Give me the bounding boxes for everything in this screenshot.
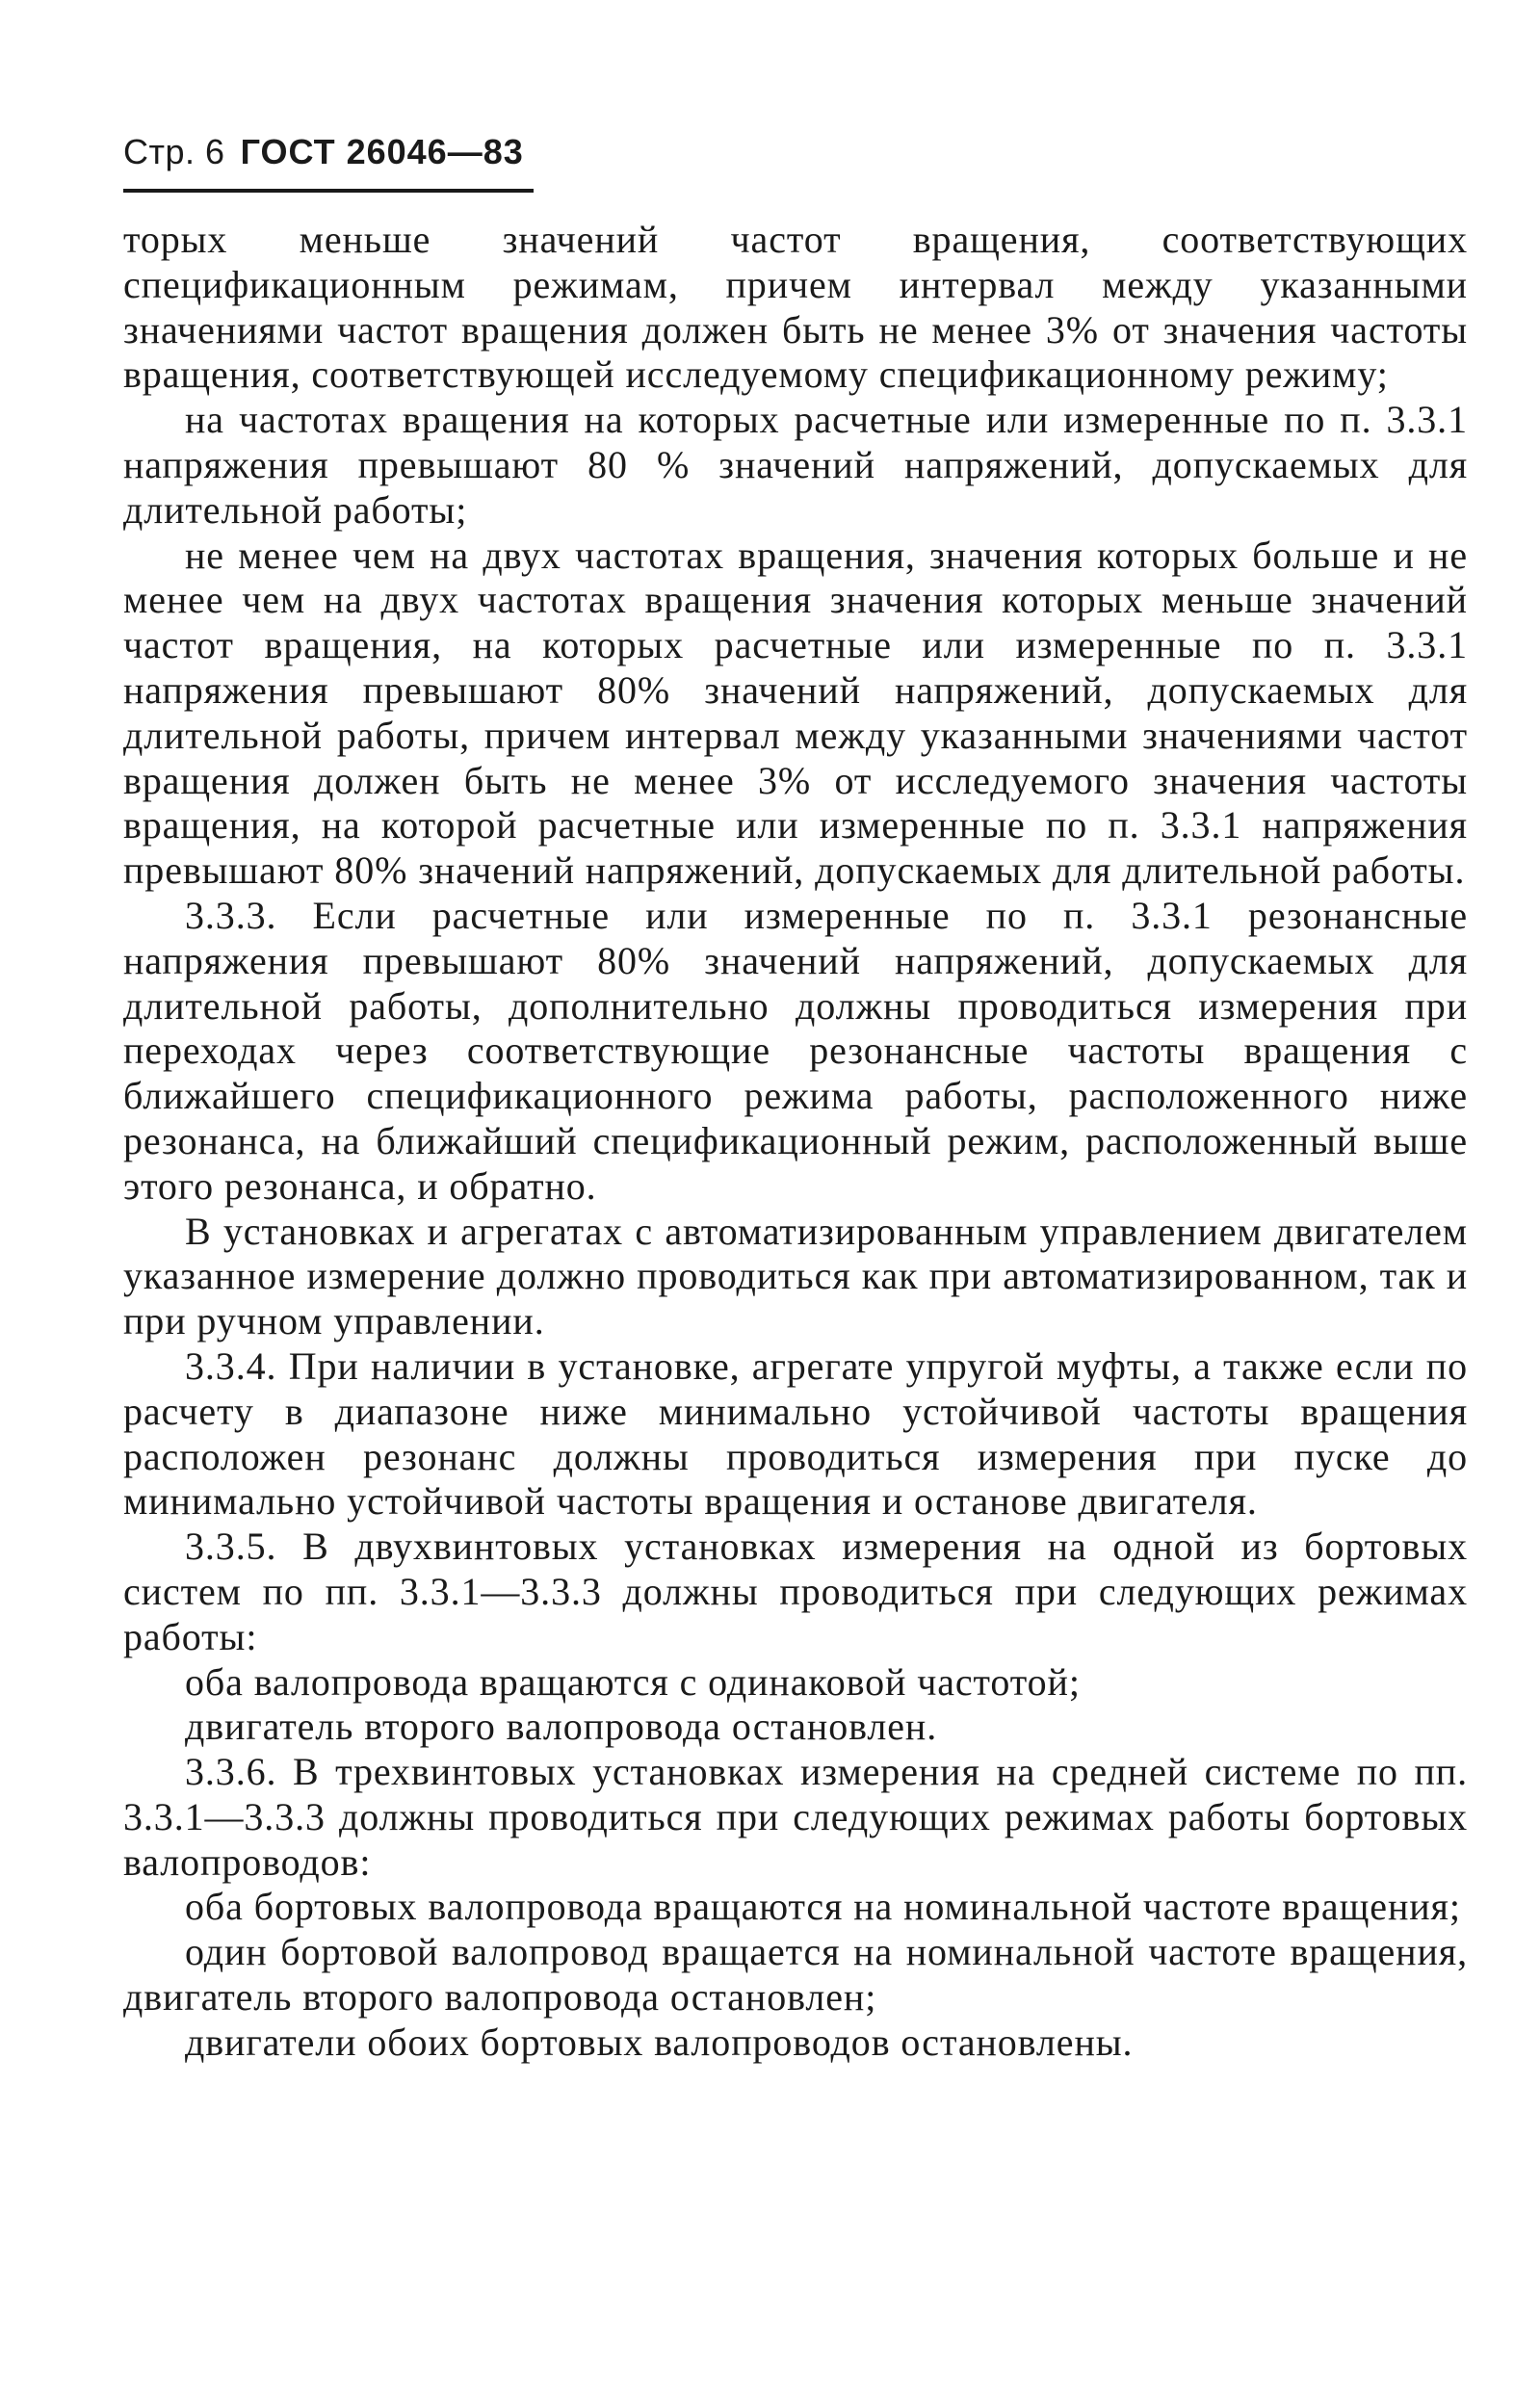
page-number: Стр. 6 — [123, 132, 225, 171]
paragraph-item: на частотах вращения на которых расчетные или измеренные по п. 3.3.1 напряжения превышают 80 % значений напряжений, допускаемых для длительной работы; — [123, 398, 1468, 532]
paragraph-clause-3-3-4: 3.3.4. При наличии в установке, агрегате упругой муфты, а также если по расчету в диапазоне ниже минимально устойчивой частоты вращения расположен резонанс должны проводиться измерения при пуске до минимально устойчивой частоты вращения и останове двигателя. — [123, 1343, 1468, 1524]
page-header — [123, 131, 524, 173]
list-item: двигатели обоих бортовых валопроводов остановлены. — [185, 2020, 1134, 2064]
paragraph-clause-3-3-6: 3.3.6. В трехвинтовых установках измерения на средней системе по пп. 3.3.1—3.3.3 должны проводиться при следующих режимах работы бортовых валопроводов: — [123, 1750, 1468, 1884]
list-item: оба валопровода вращаются с одинаковой частотой; — [185, 1659, 1081, 1704]
paragraph-clause-3-3-5: 3.3.5. В двухвинтовых установках измерения на одной из бортовых систем по пп. 3.3.1—3.3.3 должны проводиться при следующих режимах работы: — [123, 1525, 1468, 1658]
list-item: оба бортовых валопровода вращаются на номинальной частоте вращения; — [185, 1885, 1461, 1929]
list-item: двигатель второго валопровода остановлен. — [185, 1705, 938, 1749]
body-text — [123, 218, 1468, 2066]
paragraph-clause-3-3-3: 3.3.3. Если расчетные или измеренные по п. 3.3.1 резонансные напряжения превышают 80% значений напряжений, допускаемых для длительной работы, дополнительно должны проводиться измерения при переходах через соответствующие резонансные частоты вращения с ближайшего спецификационного режима работы, расположенного ниже резонанса, на ближайший спецификационный режим, расположенный выше этого резонанса, и обратно. — [123, 893, 1468, 1208]
paragraph-item: не менее чем на двух частотах вращения, значения которых больше и не менее чем на двух частотах вращения значения которых меньше значений частот вращения, на которых расчетные или измеренные по п. 3.3.1 напряжения превышают 80% значений напряжений, допускаемых для длительной работы, причем интервал между указанными значениями частот вращения должен быть не менее 3% от исследуемого значения частоты вращения, на которой расчетные или измеренные по п. 3.3.1 напряжения превышают 80% значений напряжений, допускаемых для длительной работы. — [123, 533, 1468, 893]
header-rule — [123, 189, 534, 193]
list-item: один бортовой валопровод вращается на номинальной частоте вращения, двигатель второго валопровода остановлен; — [123, 1930, 1468, 2020]
paragraph-item: В установках и агрегатах с автоматизированным управлением двигателем указанное измерение должно проводиться как при автоматизированном, так и при ручном управлении. — [123, 1209, 1468, 1343]
paragraph-continuation: торых меньше значений частот вращения, соответствующих спецификационным режимам, причем интервал между указанными значениями частот вращения должен быть не менее 3% от значения частоты вращения, соответствующей исследуемому спецификационному режиму; — [123, 218, 1468, 397]
standard-designation: ГОСТ 26046—83 — [240, 132, 524, 171]
